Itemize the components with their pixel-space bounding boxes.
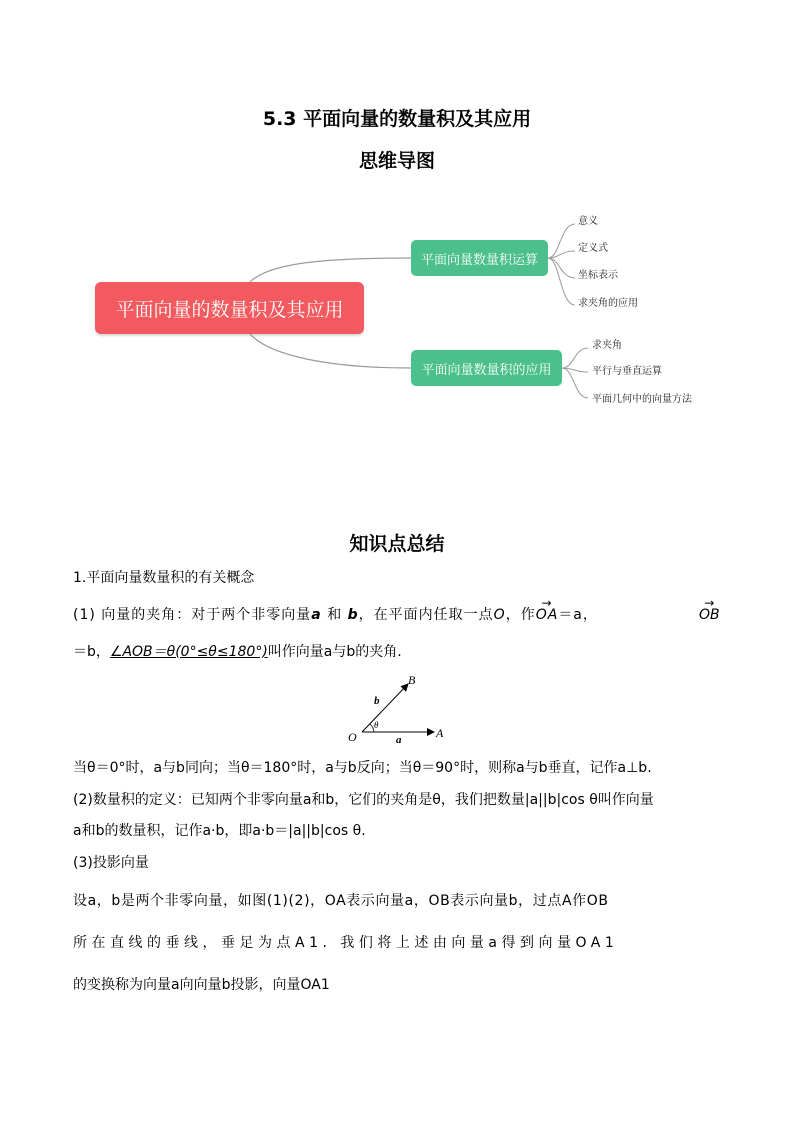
section-heading: 1.平面向量数量积的有关概念 xyxy=(73,570,255,586)
paragraph-projection-heading: (3)投影向量 xyxy=(73,855,149,871)
paragraph-theta-cases: 当θ＝0°时，a与b同向；当θ＝180°时，a与b反向；当θ＝90°时，则称a与b垂直，记作a⊥b. xyxy=(73,760,652,776)
page-title: 5.3 平面向量的数量积及其应用 xyxy=(262,108,532,130)
paragraph-projection-line2: 所在直线的垂线，垂足为点A1. 我们将上述由向量a得到向量OA1 xyxy=(73,935,619,951)
paragraph-angle-line2: ＝b，∠AOB＝θ(0°≤θ≤180°)叫作向量a与b的夹角. xyxy=(73,644,402,660)
mindmap-leaf: 定义式 xyxy=(578,243,608,254)
mindmap-branch-operations: 平面向量数量积运算 xyxy=(411,240,548,276)
mindmap-root: 平面向量的数量积及其应用 xyxy=(95,282,364,334)
diagram-label-vec-a: a xyxy=(396,734,402,746)
paragraph-definition-line2: a和b的数量积，记作a·b，即a·b＝|a||b|cos θ. xyxy=(73,823,366,839)
paragraph-angle-line1: (1) 向量的夹角：对于两个非零向量a 和 b，在平面内任取一点O，作→ OA＝a， xyxy=(73,605,598,625)
diagram-label-b: B xyxy=(408,673,416,687)
mindmap-branch-applications: 平面向量数量积的应用 xyxy=(411,350,562,386)
diagram-label-a: A xyxy=(436,726,444,740)
angle-diagram xyxy=(340,670,450,748)
mindmap-leaf: 平行与垂直运算 xyxy=(592,366,662,377)
vector-ob: → OB xyxy=(699,605,720,625)
section-title: 知识点总结 xyxy=(349,533,445,555)
paragraph-definition-line1: (2)数量积的定义：已知两个非零向量a和b，它们的夹角是θ，我们把数量|a||b|cos θ叫作向量 xyxy=(73,792,654,808)
mindmap-leaf: 求夹角的应用 xyxy=(578,298,638,309)
diagram-label-vec-b: b xyxy=(374,695,380,707)
mindmap-leaf: 坐标表示 xyxy=(578,270,618,281)
mindmap-leaf: 求夹角 xyxy=(592,340,622,351)
mindmap-leaf: 平面几何中的向量方法 xyxy=(592,394,692,405)
page-subtitle: 思维导图 xyxy=(358,150,435,172)
paragraph-projection-line1: 设a，b是两个非零向量，如图(1)(2)，OA表示向量a，OB表示向量b，过点A作OB xyxy=(73,893,609,909)
diagram-label-theta: θ xyxy=(374,720,379,730)
mindmap-leaf: 意义 xyxy=(578,216,598,227)
diagram-label-o: O xyxy=(348,730,357,744)
paragraph-projection-line3: 的变换称为向量a向向量b投影，向量OA1 xyxy=(73,977,330,993)
